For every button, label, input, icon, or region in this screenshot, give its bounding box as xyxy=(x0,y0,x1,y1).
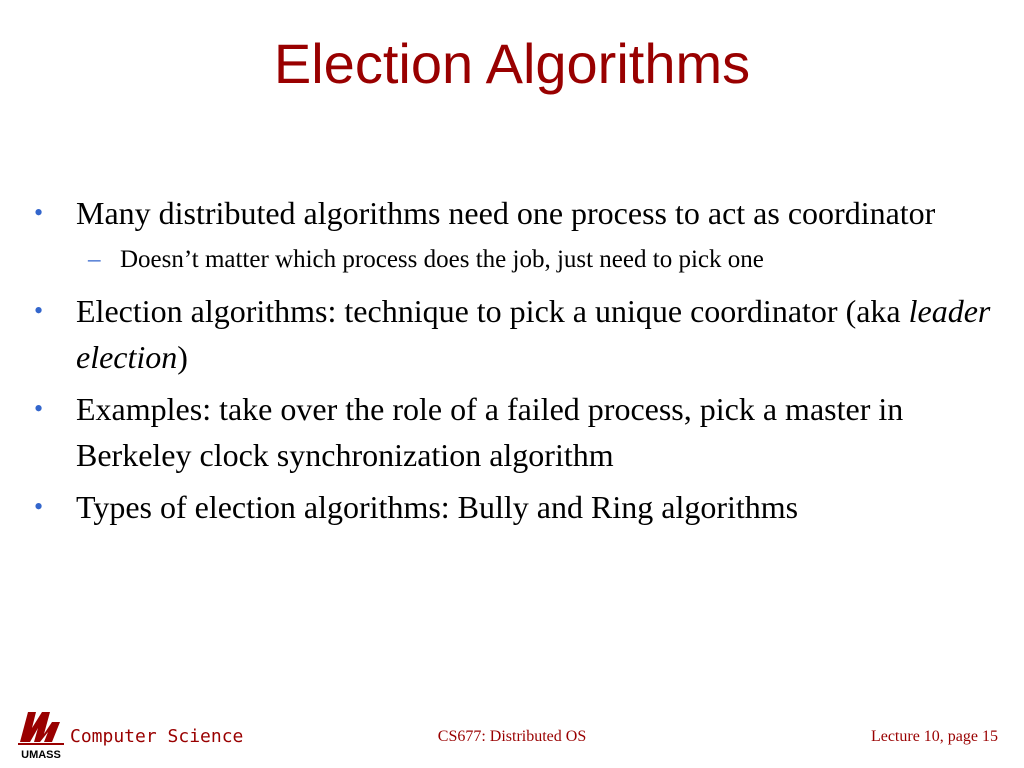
sub-bullet-marker: – xyxy=(88,246,101,273)
bullet-item xyxy=(30,288,1010,380)
bullet-text: Examples: take over the role of a failed process, pick a master in Berkeley clock synchronization algorithm xyxy=(76,391,904,473)
bullet-text-italic: leader election xyxy=(76,293,991,375)
bullet-item xyxy=(30,484,1010,530)
sub-bullet-text: Doesn’t matter which process does the job, just need to pick one xyxy=(120,246,764,273)
bullet-text: Types of election algorithms: Bully and Ring algorithms xyxy=(76,489,799,525)
bullet-text-before: Election algorithms: technique to pick a unique coordinator (aka xyxy=(76,293,909,329)
bullet-marker: • xyxy=(34,198,44,227)
footer-course: CS677: Distributed OS xyxy=(437,728,587,745)
bullet-item xyxy=(30,386,1010,478)
bullet-marker: • xyxy=(34,394,44,423)
logo-text: UMASS xyxy=(21,749,61,760)
slide-body xyxy=(30,190,1010,536)
bullet-marker: • xyxy=(34,296,44,325)
bullet-text: Many distributed algorithms need one process to act as coordinator xyxy=(76,195,936,231)
sub-bullet-item xyxy=(30,242,1010,278)
slide-title: Election Algorithms xyxy=(273,32,751,95)
bullet-item xyxy=(30,190,1010,236)
footer-department: Computer Science xyxy=(70,726,244,747)
bullet-text-after: ) xyxy=(177,339,188,375)
bullet-marker: • xyxy=(34,492,44,521)
bullet-text xyxy=(76,293,990,375)
footer-page-number: Lecture 10, page 15 xyxy=(870,728,998,745)
